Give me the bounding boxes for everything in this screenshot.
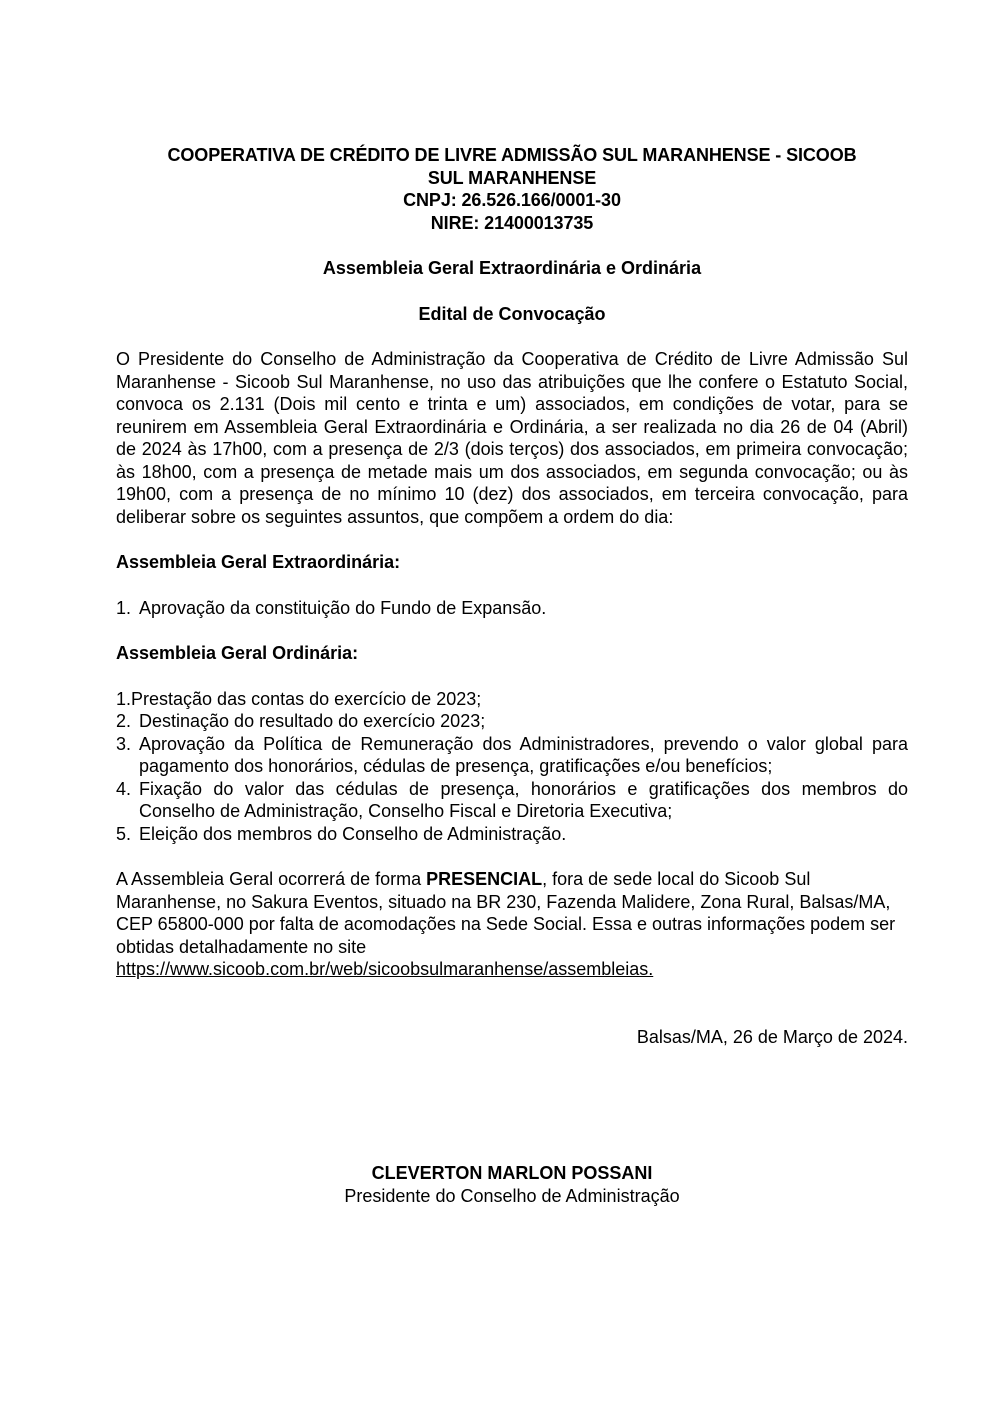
notice-title: Edital de Convocação: [418, 303, 606, 324]
signer-role: Presidente do Conselho de Administração: [344, 1185, 680, 1206]
signer-name: CLEVERTON MARLON POSSANI: [371, 1163, 653, 1183]
agenda-item: [116, 778, 908, 823]
ordinary-heading: Assembleia Geral Ordinária:: [116, 643, 359, 663]
org-name-line1: COOPERATIVA DE CRÉDITO DE LIVRE ADMISSÃO SUL MARANHENSE - SICOOB: [167, 145, 857, 165]
extraordinary-agenda-list: [116, 597, 908, 620]
assemblies-link[interactable]: https://www.sicoob.com.br/web/sicoobsulmaranhense/assembleias.: [116, 959, 654, 979]
assembly-title: Assembleia Geral Extraordinária e Ordinária: [322, 258, 702, 278]
nire: NIRE: 21400013735: [430, 212, 594, 233]
venue-mode-emphasis: PRESENCIAL: [426, 869, 543, 889]
agenda-item-number: 1.: [116, 688, 132, 709]
date-line: Balsas/MA, 26 de Março de 2024.: [636, 1026, 908, 1047]
agenda-item-text: Aprovação da constituição do Fundo de Expansão.: [139, 597, 547, 618]
agenda-item: [116, 823, 908, 846]
agenda-item-text: Destinação do resultado do exercício 2023;: [139, 711, 486, 731]
agenda-item-text: Prestação das contas do exercício de 2023;: [131, 688, 482, 709]
venue-details: , fora de sede local do Sicoob Sul Maranhense, no Sakura Eventos, situado na BR 230, Fazenda Malidere, Zona Rural, Balsas/MA, CEP 65800-000 por falta de acomodações na Sede Social. Essa e outras informações podem ser obtidas detalhadamente no site: [116, 869, 896, 957]
agenda-item: [116, 710, 908, 733]
agenda-item-text: Fixação do valor das cédulas de presença, honorários e gratificações dos membros do Conselho de Administração, Conselho Fiscal e Diretoria Executiva;: [139, 778, 908, 821]
intro-paragraph: O Presidente do Conselho de Administração da Cooperativa de Crédito de Livre Admissão Sul Maranhense - Sicoob Sul Maranhense, no uso das atribuições que lhe confere o Estatuto Social, convoca os 2.131 (Dois mil cento e trinta e um) associados, em condições de votar, para se reunirem em Assembleia Geral Extraordinária e Ordinária, a ser realizada no dia 26 de 04 (Abril) de 2024 às 17h00, com a presença de 2/3 (dois terços) dos associados, em primeira convocação; às 18h00, com a presença de metade mais um dos associados, em segunda convocação; ou às 19h00, com a presença de no mínimo 10 (dez) dos associados, em terceira convocação, para deliberar sobre os seguintes assuntos, que compõem a ordem do dia:: [116, 349, 908, 527]
venue-prefix: A Assembleia Geral ocorrerá de forma: [116, 869, 427, 889]
agenda-item-number: 2.: [116, 711, 132, 731]
agenda-item-text: Aprovação da Política de Remuneração dos Administradores, prevendo o valor global para pagamento dos honorários, cédulas de presença, gratificações e/ou benefícios;: [139, 733, 908, 776]
agenda-item-number: 5.: [116, 823, 132, 844]
agenda-item-number: 4.: [116, 778, 132, 799]
org-name-line2: SUL MARANHENSE: [427, 167, 597, 188]
document-page: [116, 144, 908, 1207]
agenda-item-number: 1.: [116, 597, 132, 618]
document-header: [116, 144, 908, 234]
agenda-item: [116, 688, 908, 711]
signature-block: [116, 1162, 908, 1207]
cnpj: CNPJ: 26.526.166/0001-30: [403, 190, 621, 210]
agenda-item-text: Eleição dos membros do Conselho de Administração.: [139, 823, 567, 844]
agenda-item: [116, 597, 908, 620]
venue-paragraph: [116, 868, 908, 981]
ordinary-agenda-list: [116, 688, 908, 846]
extraordinary-heading: Assembleia Geral Extraordinária:: [116, 552, 401, 572]
agenda-item-number: 3.: [116, 733, 132, 754]
agenda-item: [116, 733, 908, 778]
